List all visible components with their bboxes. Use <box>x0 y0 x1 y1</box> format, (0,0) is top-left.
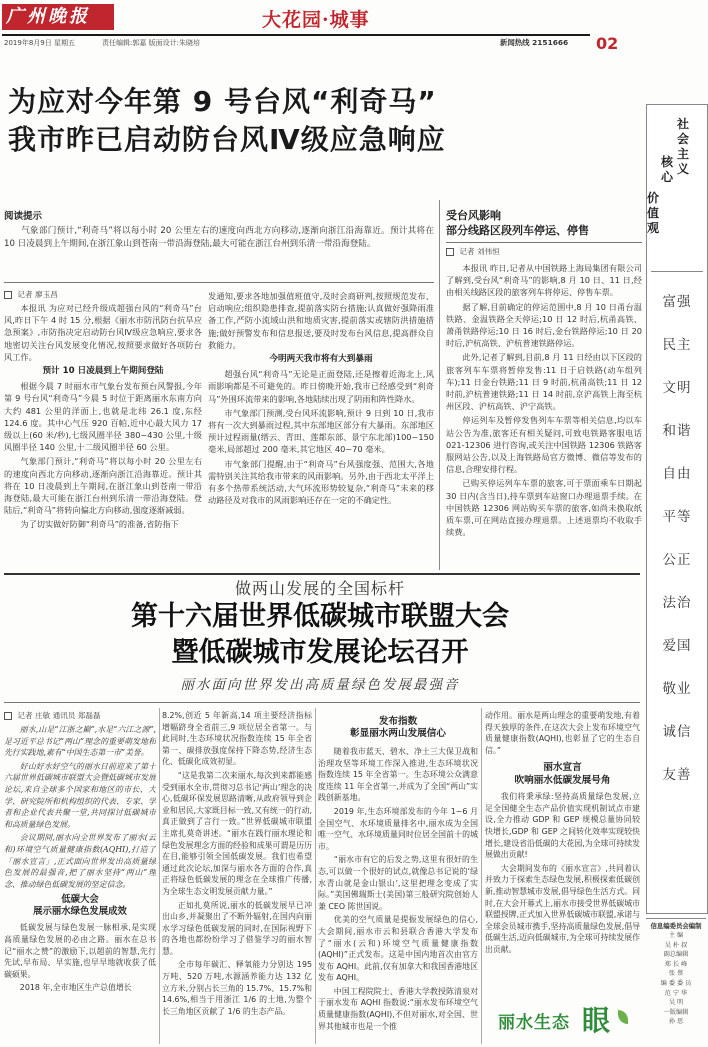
editors-line: 责任编辑:郭嘉 版面设计:朱晓培 <box>102 39 200 47</box>
rail-author-name: 记者 刘伟恒 <box>459 247 500 256</box>
feature-top-rule <box>4 573 640 575</box>
lead-paragraph: 市气象部门提醒,由于“利奇马”台风强度强、范围大,各地需特别关注其给我市带来的风雨影响。另外,由于西北太平洋上有多个热带系统活动,大气环流形势较复杂,“利奇马”未来的移动路径及对我市的风雨影响还存在一定的不确定性。 <box>208 458 434 506</box>
eco-eye-logo <box>494 1002 638 1042</box>
credit-line: 范 宁 华 <box>664 989 688 997</box>
rail-paragraph: 停运列车及暂停发售列车车票等相关信息,均以车站公告为准,旅客还有相关疑问,可致电铁路客服电话 021-12306 进行咨询,或关注中国铁路 12306 铁路客服网站公告,以及上海铁路局官方微博、微信等发布的信息,合理安排行程。 <box>446 415 642 475</box>
credit-line: 吴 明 <box>668 999 684 1007</box>
lead-author <box>4 289 204 300</box>
feature-paragraph: 随着我市蓝天、碧水、净土三大保卫战和治理攻坚等环境工作深入推进,生态环境状况指数连续 15 年全省第一。生态环境公众满意度连续 11 年全省第一,并成为了全国“两山”实践创新基地。 <box>318 747 478 803</box>
masthead-rule <box>2 34 590 36</box>
reading-tip-text: 气象部门预计,“利奇马”将以每小时 20 公里左右的速度向西北方向移动,逐渐向浙江沿海靠近。预计其将在 10 日凌晨到上午期间,在浙江象山到苍南一带沿海登陆,最大可能在浙江台州到乐清一带沿海登陆。 <box>4 226 434 250</box>
feature-paragraph: 全市每年碳汇、释氧能力分别达 195 万吨、520 万吨,水源涵养能力达 132 亿立方米,分别占长三角的 15.7%、15.7%和 14.6%,相当于用浙江 1/6 的土地,为整个长三角地区贡献了 1/6 的生态产品。 <box>162 960 312 1016</box>
column-divider <box>481 708 482 1044</box>
feature-column-2 <box>162 710 312 1044</box>
feature-column-1 <box>4 724 156 1044</box>
lead-headline-line-2: 我市昨已启动防台风Ⅳ级应急响应 <box>8 123 446 156</box>
feature-column-3 <box>318 746 478 1044</box>
value-item: 平等 <box>662 509 692 525</box>
value-item: 富强 <box>662 294 692 310</box>
credit-line: 张 蔡 <box>668 970 684 978</box>
rail-author <box>446 246 636 257</box>
hotline: 新闻热线 2151666 <box>500 38 569 47</box>
column-divider <box>439 200 440 570</box>
credit-line: 郑 长 峰 <box>664 960 688 968</box>
subhead-line: 丽水宣言 <box>543 762 582 774</box>
value-item: 敬业 <box>662 681 692 697</box>
value-item: 友善 <box>662 767 692 783</box>
credits-label: 信息编委员会编制 <box>650 922 702 930</box>
sidebar-title-char: 价 <box>647 191 660 205</box>
author-marker-icon <box>446 248 454 256</box>
value-item: 公正 <box>662 552 692 568</box>
sidebar-title <box>647 117 703 263</box>
lead-headline-line-1: 为应对今年第 9 号台风“利奇马” <box>8 85 437 118</box>
feature-sub-rule <box>4 702 640 703</box>
credit-line: 主 编 <box>668 932 684 939</box>
value-item: 自由 <box>662 466 692 482</box>
credit-line: 吴 朴 叔 <box>664 941 688 949</box>
feature-headline-2: 暨低碳城市发展论坛召开 <box>171 637 469 668</box>
sidebar-title-char: 主 <box>677 147 690 161</box>
lead-paragraph: 气象部门预计,“利奇马”将以每小时 20 公里左右的速度向西北方向移动,逐渐向浙江沿海靠近。预计其将在 10 日凌晨到上午期间,在浙江象山到苍南一带沿海登陆,最大可能在浙江台州到乐清一带沿海登陆。登陆后,“利奇马”将转向偏北方向移动,强度逐渐减弱。 <box>4 456 202 516</box>
value-item: 爱国 <box>662 638 692 654</box>
masthead <box>0 0 708 52</box>
subhead-line: 彰显丽水两山发展信心 <box>350 728 446 740</box>
subhead-line: 吹响丽水低碳发展号角 <box>514 774 611 786</box>
feature-kicker: 做两山发展的全国标杆 <box>234 579 405 598</box>
feature-subhead-declaration <box>485 762 640 787</box>
rail-paragraph: 此外,记者了解到,目前,8 月 11 日经由以下区段的旅客列车车票将暂停发售:11 日于启铁路(动车组列车);11 日金台铁路;11 日 9 时前,杭甬高铁;11 日 12 时前,沪杭普速铁路;11 日 14 时前,京沪高铁上海至杭州区段、沪杭高铁、沪宁高铁。 <box>446 352 642 412</box>
lead-paragraph: 根据今晨 7 时丽水市气象台发布预台风警报,今年第 9 号台风“利奇马”今晨 5 时位于距离丽水东南方向大约 481 公里的洋面上,也就是北纬 26.1 度,东经 124.6 度。其中心气压 920 百帕,近中心最大风力 17 级以上(60 米/秒),七级风圈半径 380~430 公里,十级风圈半径 140 公里,十二级风圈半径 60 公里。 <box>4 381 202 453</box>
sidebar-title-char: 社 <box>677 117 690 131</box>
rail-paragraph: 据了解,目前确定的停运范围中,8 月 10 日甬台温铁路、金温铁路全天停运;10 日 12 时后,杭甬高铁、萧甬铁路停运;10 日 16 时后,金台铁路停运;10 日 20 时后,沪杭高铁、沪杭普速铁路停运。 <box>446 301 642 349</box>
lead-paragraph: 为了切实做好防御“利奇马”的准备,省防指下 <box>20 519 179 530</box>
feature-subhead-index <box>318 716 478 741</box>
credit-line: 一版编辑 <box>663 1008 689 1016</box>
column-divider <box>315 708 316 1044</box>
value-item: 民主 <box>662 337 692 353</box>
page-number: 02 <box>596 34 619 53</box>
sidebar-values-list <box>647 281 707 797</box>
rail-story-headline <box>446 208 636 238</box>
feature-paragraph: 会议期间,丽水向全世界发布了丽水(云和)环境空气质量健康指数(AQHI),打造了「丽水宣言」,正式面向世界发出高质量绿色发展的最强音,把了丽水坚持“两山”理念、推动绿色低碳发展的坚定信念。 <box>4 833 156 889</box>
section-name: 大花园·城事 <box>262 9 370 31</box>
values-sidebar <box>646 104 708 914</box>
feature-paragraph: 大会期间发布的《丽水宣言》,共同着认并致力于探索生态绿色发展,积极探索低碳创新,推动智慧城市发展,倡导绿色生活方式。同时,在大会开幕式上,丽水市接受世界低碳城市联盟授牌,正式加入世界低碳城市联盟,承诺与全球会员城市携手,坚持高质量绿色发展,倡导低碳生活,迈向低碳城市,为全球可持续发展作出贡献。 <box>485 863 640 954</box>
value-item: 和谐 <box>662 423 692 439</box>
leaf-icon <box>618 1010 628 1024</box>
sidebar-title-char: 义 <box>677 162 690 176</box>
feature-paragraph: 2019 年,生态环境部发布的今年 1~6 月全国空气、水环境质量排名中,丽水成为全国唯一空气、水环境质量同时位居全国前十的城市。 <box>318 806 478 851</box>
value-item: 文明 <box>662 380 692 396</box>
feature-subheadline: 丽水面向世界发出高质量绿色发展最强音 <box>180 677 460 693</box>
editorial-credits <box>646 918 706 1043</box>
sidebar-title-char: 核 <box>661 155 674 169</box>
column-divider <box>159 708 160 1044</box>
lead-paragraph: 本报讯 为应对已经升级成超强台风的“利奇马”台风,昨日下午 4 时 15 分,根据《丽水市防汛防台抗旱应急预案》,市防指决定启动防台风Ⅳ级应急响应,要求各地密切关注台风发展变化情况,按照要求做好各项防台风工作。 <box>4 303 202 362</box>
feature-author-name: 记者 庄敏 通讯员 郑磊磊 <box>17 711 101 720</box>
subhead-line: 发布指数 <box>378 716 418 727</box>
lead-paragraph: 超强台风“利奇马”无论是正面登陆,还是擦着近海北上,风雨影响都是不可避免的。昨日傍晚开始,我市已经感受到“利奇马”外围环流带来的影响,各地陆续出现了阴雨和阵性降水。 <box>208 369 434 404</box>
paper-logo <box>2 4 114 30</box>
lead-paragraph: 发通知,要求各地加强值班值守,及时会商研判,按照规范发布、启动响应;组织隐患排查,提前落实防台措施;认真做好强降雨准备工作,严防小流域山洪和地质灾害,提前落实或辖防洪措施措施;做好预警发布和信息报送,要及时发布台风信息,提高群众自救能力。 <box>208 291 434 350</box>
paper-name: 广州晚报 <box>6 6 90 27</box>
logo-eye-char: 眼 <box>582 1004 611 1037</box>
rail-story-body <box>446 262 642 562</box>
feature-paragraph: 低碳发展与绿色发展一脉相承,是实现高质量绿色发展的必由之路。丽水在总书记“丽水之赞”的激励下,以超前的智慧,先行先试,早布局、早实施,也早早地就收获了低碳硕果。 <box>4 923 156 979</box>
logo-text: 丽水生态 <box>498 1013 570 1033</box>
date-line: 2019年8月9日 星期五 <box>4 39 75 47</box>
subhead-line: 展示丽水绿色发展成效 <box>33 906 127 918</box>
feature-paragraph: 我们将秉承绿:坚持高质量绿色发展,立足全国健全生态产品价值实现机制试点市建设,全力推动 GDP 和 GEP 规模总量协同较快增长,GDP 和 GEP 之间转化效率实现较快增长,建设省沿低碳的大花园,为全球可持续发展做出贡献! <box>485 792 640 860</box>
feature-paragraph: 正如扎莫所说,丽水的低碳发展早已冲出山乡,并凝聚出了不断外辐射,在国内向丽水学习绿色低碳发展的同时,在国际视野下的各地也都纷纷学习了借鉴学习的丽水智慧。 <box>162 900 312 956</box>
page-number-box <box>596 34 628 52</box>
author-marker-icon <box>4 291 12 299</box>
value-item: 诚信 <box>662 724 692 740</box>
feature-headline-1: 第十六届世界低碳城市联盟大会 <box>131 601 509 632</box>
feature-paragraph: “丽水市有它的后发之势,这里有很好的生态,可以做一个很好的试点,就像总书记说的‘绿水青山就是金山银山’,这里把理念变成了实际。”美国佛瑞斯士(美国)第三般研究院创始人兼 CEO 陈世国说。 <box>318 855 478 911</box>
lead-subhead-1: 预计 10 日凌晨到上午期间登陆 <box>42 366 164 377</box>
feature-paragraph: 丽水,山是“江浙之巅”,水是“六江之源”,是习近平总书记“两山”理念的重要萌发地和先行实践地,素有“中国生态第一市”美誉。 <box>4 725 156 758</box>
credit-line: 副总编辑 <box>663 951 689 959</box>
lead-subhead-2: 今明两天我市将有大到暴雨 <box>269 354 373 365</box>
credit-line: 编 委 委 员 <box>660 979 692 987</box>
feature-paragraph: 优美的空气质量是提振发展绿色的信心,大会期间,丽水市云和县联合香港大学发布了“丽水(云和)环境空气质量健康指数(AQHI)”正式发布。这是中国内地首次由官方发布 AQHI。此前,仅有加拿大和我国香港地区发布 AQHI。 <box>318 915 478 983</box>
rail-paragraph: 本报讯 昨日,记者从中国铁路上海局集团有限公司了解到,受台风“利奇马”的影响,8 月 10 日、11 日,经由相关线路区段的旅客列车将停运、停售车票。 <box>446 263 642 298</box>
rail-divider <box>446 242 642 243</box>
credit-line: 孙 思 <box>668 1018 684 1026</box>
value-item: 法治 <box>662 595 692 611</box>
rail-headline-line-2: 部分线路区段列车停运、停售 <box>446 224 589 237</box>
section-title <box>262 8 412 34</box>
feature-column-4 <box>485 710 640 1000</box>
author-marker-icon <box>4 712 12 720</box>
lead-paragraph: 市气象部门预测,受台风环流影响,预计 9 日到 10 日,我市将有一次大到暴雨过程,其中东部地区部分有大暴雨。东部地区预计过程雨量(缙云、青田、莲都东部、景宁东北部)100~150 毫米,局部超过 200 毫米,其它地区 40~70 毫米。 <box>208 407 434 455</box>
lead-author-name: 记者 廖玉昌 <box>17 290 58 299</box>
feature-subhead-low-carbon <box>4 894 156 918</box>
feature-paragraph: “这是我第二次来丽水,每次到来都能感受到丽水全市,贯彻习总书记‘两山’理念的决心,低碳环保发展思路清晰,从政府领导到企业和居民,大家既目标一致,又有统一的行动,真正做到了言行一致。”世界低碳城市联盟主席扎莫奇讲述。“丽水在践行丽水理论和绿色发展理念方面的经验和成果可谓是历历在目,能够引领全国低碳发展。我们也希望通过此次论坛,加深与丽水各方面的合作,真正将绿色低碳发展的理念在全球推广传播,为全球生态文明发展贡献力量。” <box>162 770 312 896</box>
feature-paragraph: 2018 年,全市地区生产总值增长 <box>19 983 132 993</box>
rail-paragraph: 已购买停运列车车票的旅客,可于票面乘车日期起 30 日内(含当日),持车票到车站窗口办理退票手续。在中国铁路 12306 网站购买车票的旅客,如尚未换取纸质车票,可在网站直接办理退票。上述退票均不收取手续费。 <box>446 478 642 538</box>
lead-column-2 <box>208 290 434 568</box>
sidebar-title-char: 观 <box>647 221 660 235</box>
lead-headline <box>8 84 608 158</box>
feature-paragraph: 中国工程院院士、香港大学教授陈清泉对于丽水发布 AQHI 指数说:“丽水发布环境空气质量健康指数(AQHI),不但对丽水,对全国、世界其他城市也是一个推 <box>318 986 478 1031</box>
feature-paragraph: 好山好水好空气的丽水日前迎来了第十六届世界低碳城市联盟大会暨低碳城市发展论坛,来自全球多个国家和地区的市长、大学、研究院所和机构组织的代表、专家、学者和企业代表共聚一堂,共同探讨低碳城市和高质量绿色发展。 <box>4 761 156 829</box>
reading-tip-label: 阅读提示 <box>4 211 43 222</box>
sidebar-title-rule <box>651 271 703 272</box>
sidebar-title-char: 心 <box>661 170 674 184</box>
sidebar-title-char: 会 <box>677 132 690 146</box>
rail-headline-line-1: 受台风影响 <box>446 209 501 222</box>
feature-paragraph: 8.2%,创近 5 年新高,14 项主要经济指标增幅跻身全省前三,9 项位居全省第一。与此同时,生态环境状况指数连续 15 年全省第一、碳排放强度保持下降态势,经济生态化、低碳化成效初显。 <box>162 711 312 767</box>
feature-author <box>4 710 154 721</box>
subhead-line: 低碳大会 <box>61 894 99 906</box>
feature-paragraph: 动作用。丽水是两山理念的重要萌发地,有着得天独厚的条件,在这次大会上发布环境空气质量健康指数(AQHI),也彰显了它的生态自信。” <box>485 711 640 755</box>
reading-tip <box>4 208 434 278</box>
lead-column-1 <box>4 302 202 568</box>
sidebar-title-char: 值 <box>647 206 660 220</box>
lead-divider <box>4 282 434 283</box>
